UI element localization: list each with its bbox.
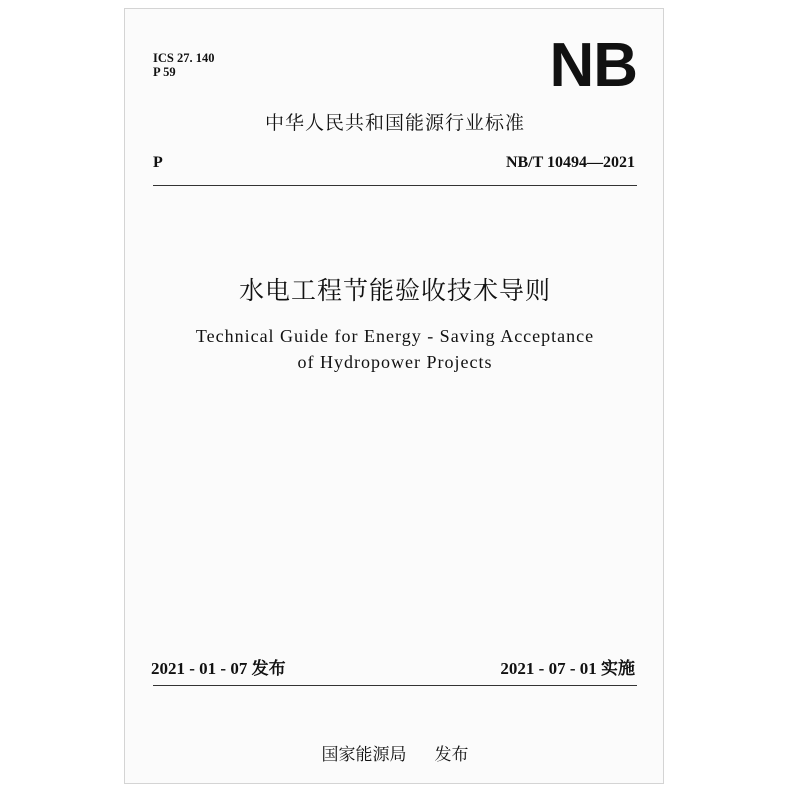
document-title-english-line1: Technical Guide for Energy - Saving Acceptance <box>195 326 595 346</box>
document-title-chinese: 水电工程节能验收技术导则 <box>238 278 551 305</box>
ccs-code: P 59 <box>153 65 176 79</box>
nb-logo: NB <box>549 31 637 100</box>
publisher-name: 国家能源局 <box>321 745 407 764</box>
footer-divider <box>153 685 637 686</box>
document-title-english-line2: of Hydropower Projects <box>297 352 493 372</box>
publisher-line <box>125 745 665 765</box>
publisher-action: 发布 <box>434 745 469 764</box>
standard-number: NB/T 10494—2021 <box>505 154 635 171</box>
header-divider <box>153 185 637 186</box>
standard-type-heading: 中华人民共和国能源行业标准 <box>264 113 525 134</box>
issue-date: 2021 - 01 - 07 发布 <box>151 659 286 678</box>
ics-code: ICS 27. 140 <box>153 51 215 65</box>
implementation-date: 2021 - 07 - 01 实施 <box>500 659 635 678</box>
standard-cover-page <box>124 8 664 784</box>
category-letter: P <box>153 154 163 171</box>
